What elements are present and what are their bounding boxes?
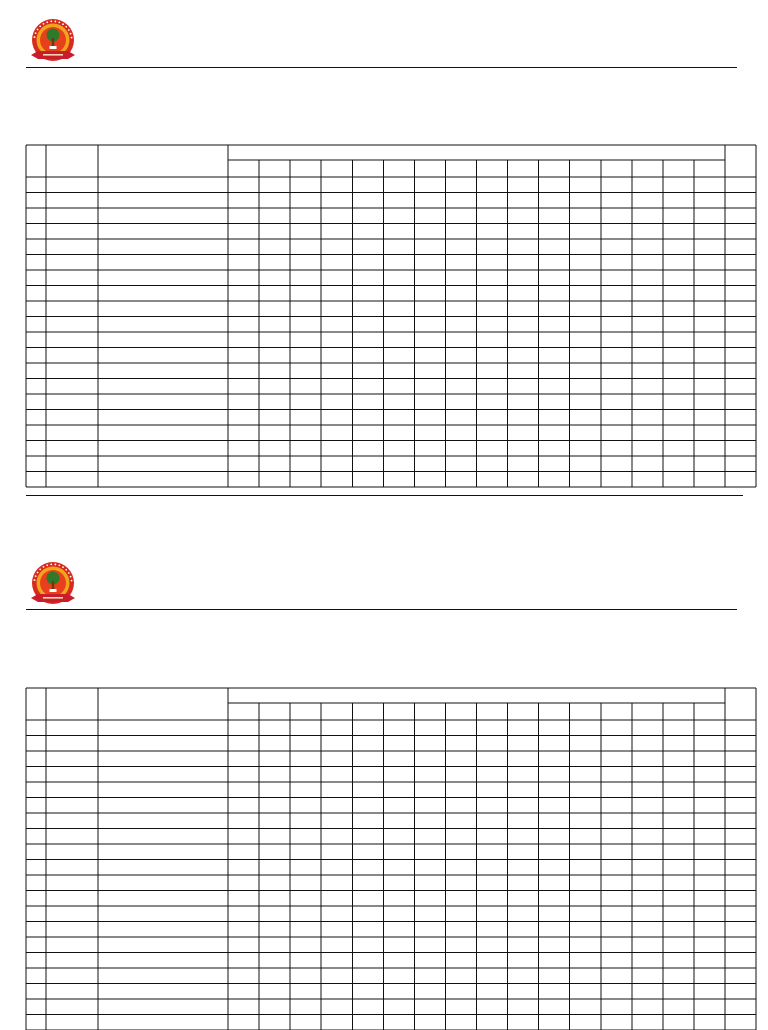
crest-lettering-dot	[62, 566, 64, 568]
attendance-grid	[26, 688, 756, 1030]
crest-lettering-dot	[46, 564, 48, 566]
crest-lettering-dot	[34, 36, 36, 38]
crest-lettering-dot	[58, 22, 60, 24]
crest-lettering-dot	[34, 579, 36, 581]
crest-lettering-dot	[54, 21, 56, 23]
crest-ribbon-lettering	[43, 54, 63, 56]
crest-lettering-dot	[39, 568, 41, 570]
header-rule	[26, 67, 737, 68]
crest-lettering-dot	[43, 23, 45, 25]
attendance-grid	[26, 145, 756, 487]
crest-book	[50, 46, 57, 49]
crest-lettering-dot	[50, 20, 52, 22]
crest-lettering-dot	[65, 26, 67, 28]
crest-lettering-dot	[35, 32, 37, 34]
crest-lettering-dot	[50, 563, 52, 565]
crest-lettering-dot	[37, 29, 39, 31]
grid-lines	[26, 688, 756, 1030]
crest-emblem	[28, 18, 78, 66]
crest-lettering-dot	[70, 33, 72, 35]
crest-lettering-dot	[70, 576, 72, 578]
crest-emblem	[28, 561, 78, 609]
crest-lettering-dot	[46, 21, 48, 23]
grid-lines	[26, 145, 756, 487]
crest-lettering-dot	[35, 575, 37, 577]
crest-lettering-dot	[68, 572, 70, 574]
crest-lettering-dot	[58, 565, 60, 567]
page-divider	[26, 495, 743, 496]
crest-tree-trunk	[52, 38, 54, 47]
crest-lettering-dot	[68, 29, 70, 31]
crest-lettering-dot	[65, 569, 67, 571]
crest-ribbon-lettering	[43, 597, 63, 599]
school-logo	[28, 561, 78, 609]
crest-lettering-dot	[62, 23, 64, 25]
crest-lettering-dot	[39, 25, 41, 27]
crest-tree-trunk	[52, 581, 54, 590]
crest-lettering-dot	[71, 37, 73, 39]
crest-lettering-dot	[43, 566, 45, 568]
crest-lettering-dot	[71, 580, 73, 582]
crest-lettering-dot	[54, 564, 56, 566]
crest-book	[50, 589, 57, 592]
header-rule	[26, 609, 737, 610]
crest-lettering-dot	[37, 572, 39, 574]
school-logo	[28, 18, 78, 66]
